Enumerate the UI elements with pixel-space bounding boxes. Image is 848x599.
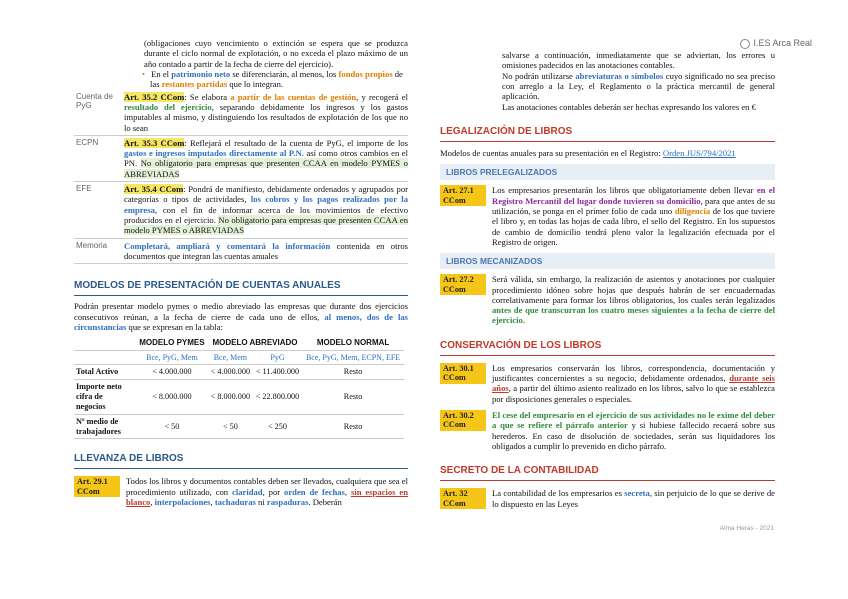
section-title-llevanza: LLEVANZA DE LIBROS bbox=[74, 453, 408, 469]
logo-icon bbox=[740, 39, 750, 49]
school-logo: I.ES Arca Real bbox=[740, 38, 812, 49]
subsection-prelegalizados: LIBROS PRELEGALIZADOS bbox=[440, 164, 775, 180]
bullet-list bbox=[74, 69, 408, 90]
right-column bbox=[440, 50, 775, 513]
section-title-conservacion: CONSERVACIÓN DE LOS LIBROS bbox=[440, 340, 775, 356]
intro-text: (obligaciones cuyo vencimiento o extinción se espera que se produzca durante el ciclo normal de explotación, o no exceda el plazo máximo de un año contado a partir de la fecha de cierre del ejercicio). bbox=[144, 38, 408, 69]
models-text: Podrán presentar modelo pymes o medio abreviado las empresas que durante dos ejercicios consecutivos reúnan, a la fecha de cierre de cada uno de ellos, al menos, dos de las circunstancias que se expresan en la tabla: bbox=[74, 301, 408, 332]
subsection-mecanizados: LIBROS MECANIZADOS bbox=[440, 253, 775, 269]
models-table bbox=[74, 336, 404, 439]
table-row: Importe neto cifra de negocios < 8.000.000 < 8.000.000 < 22.800.000 Resto bbox=[74, 380, 404, 415]
continuation-text-2: No podrán utilizarse abreviaturas o símbolos cuyo significado no sea preciso con arreglo a la Ley, el Reglamento o la práctica mercantil de general aplicación. bbox=[502, 70, 776, 102]
section-title-secreto: SECRETO DE LA CONTABILIDAD bbox=[440, 465, 775, 481]
continuation-text-3: Las anotaciones contables deberán ser hechas expresando los valores en € bbox=[502, 101, 756, 112]
article-30-1: Art. 30.1 CCom Los empresarios conservarán los libros, correspondencia, documentación y justificantes concernientes a su negocio, debidamente ordenados, durante seis años, a partir del último asiento realizado en los libros, salvo lo que se establezca por disposiciones generales o especiales. bbox=[440, 361, 775, 406]
article-30-2: Art. 30.2 CCom El cese del empresario en el ejercicio de sus actividades no le exime del deber a que se refiere el párrafo anterior y si hubiese fallecido recaerá sobre sus herederos. En caso de disolución de sociedades, serán sus liquidadores los obligados a cumplir lo prevenido en dicho párrafo. bbox=[440, 408, 775, 453]
row-cuenta-pyg: Cuenta de PyG Art. 35.2 CCom: Se elabora a partir de las cuentas de gestión, y recogerá el resultado del ejercicio, separando debidamente los ingresos y los gastos imputables al mismo, y distinguiendo los resultados de explotación de los que no lo sean bbox=[74, 90, 408, 136]
section-title-legalizacion: LEGALIZACIÓN DE LIBROS bbox=[440, 126, 775, 142]
table-row: Nº medio de trabajadores < 50 < 50 < 250 Resto bbox=[74, 414, 404, 439]
section-title-modelos: MODELOS DE PRESENTACIÓN DE CUENTAS ANUALES bbox=[74, 280, 408, 296]
article-27-2: Art. 27.2 CCom Será válida, sin embargo, la realización de asientos y anotaciones por cualquier procedimiento idóneo sobre hojas que después habrán de ser encuadernadas correlativamente para formar los libros obligatorios, los cuales serán legalizados antes de que transcurran los cuatro meses siguientes a la fecha de cierre del ejercicio. bbox=[440, 272, 775, 328]
row-memoria: Memoria Completará, ampliará y comentará la información contenida en otros documentos que integran las cuentas anuales bbox=[74, 239, 408, 265]
legalizacion-text: Modelos de cuentas anuales para su presentación en el Registro: Orden JUS/794/2021 bbox=[440, 147, 736, 158]
left-column bbox=[74, 38, 408, 511]
row-efe: EFE Art. 35.4 CCom: Pondrá de manifiesto, debidamente ordenados y agrupados por categorías o tipos de actividades, los cobros y los pagos realizados por la empresa, con el fin de informar acerca de los movimientos de efectivo producidos en el ejercicio. No obligatorio para empresas que presenten CCAA en modelo PYMES o ABREVIADAS bbox=[74, 182, 408, 239]
continuation-text: salvarse a continuación, inmediatamente que se adviertan, los errores u omisiones padecidos en las anotaciones contables. bbox=[502, 50, 775, 71]
article-29-1: Art. 29.1 CCom Todos los libros y documentos contables deben ser llevados, cualquiera que sea el procedimiento utilizado, con claridad, por orden de fechas, sin espacios en blanco, interpolaciones, tachaduras ni raspaduras. Deberán bbox=[74, 474, 408, 509]
list-item: • En el patrimonio neto se diferenciarán, al menos, los fondos propios de las restantes partidas que lo integran. bbox=[150, 69, 408, 90]
article-32: Art. 32 CCom La contabilidad de los empresarios es secreta, sin perjuicio de lo que se derive de lo dispuesto en las Leyes bbox=[440, 486, 775, 511]
article-27-1: Art. 27.1 CCom Los empresarios presentarán los libros que obligatoriamente deben llevar en el Registro Mercantil del lugar donde tuvieren su domicilio, para que antes de su utilización, se ponga en el primer folio de cada uno diligencia de los que tuviere el libro y, en todas las hojas de cada libro, el sello del Registro. En los supuestos de cambio de domicilio tendrá pleno valor la legalización efectuada por el Registro de origen. bbox=[440, 183, 775, 249]
row-ecpn: ECPN Art. 35.3 CCom: Reflejará el resultado de la cuenta de PyG, el importe de los gastos e ingresos imputados directamente al P.N. así como otros cambios en el PN. No obligatorio para empresas que presenten CCAA en modelo PYMES o ABREVIADAS bbox=[74, 136, 408, 182]
table-subheader-row: Bce, PyG, Mem Bce, Mem PyG Bce, PyG, Mem, ECPN, EFE bbox=[74, 350, 404, 365]
table-row: Total Activo < 4.000.000 < 4.000.000 < 11.400.000 Resto bbox=[74, 365, 404, 380]
footer-author: Alma Heras - 2021 bbox=[719, 525, 774, 532]
orden-jus-link[interactable]: Orden JUS/794/2021 bbox=[662, 147, 736, 158]
table-header-row: MODELO PYMES MODELO ABREVIADO MODELO NORMAL bbox=[74, 336, 404, 350]
